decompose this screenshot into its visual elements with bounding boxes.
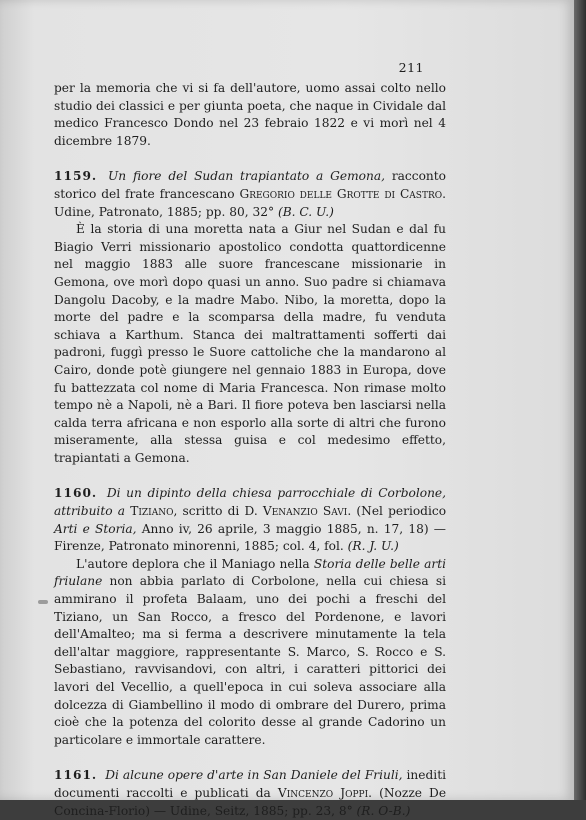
entry-body-text: L'autore deplora che il Maniago nella (76, 556, 310, 571)
entry-author: Venanzio Savi. (262, 504, 352, 519)
entry-title: Un fiore del Sudan trapiantato a Gemona, (108, 169, 385, 184)
entry-description-2: (Nel periodico (356, 504, 447, 519)
entry-1161 (54, 767, 446, 820)
entry-body (54, 556, 446, 750)
entry-heading (54, 168, 446, 221)
margin-mark (38, 600, 48, 604)
entry-imprint: Anno iv, 26 aprile, 3 maggio 1885, n. 17, 18) — Firenze, Patronato minorenni, 1885; col. 4, fol. (54, 521, 446, 554)
entry-number: 1160. (54, 486, 98, 501)
entry-1159 (54, 168, 446, 467)
entry-heading (54, 767, 446, 820)
page-number: 211 (398, 60, 424, 75)
entry-periodical: Arti e Storia, (54, 521, 137, 536)
entry-body: È la storia di una moretta nata a Giur nel Sudan e dal fu Biagio Verri missionario apostolico condotta quattordicenne nel maggio 1883 alle suore francescane missionarie in Gemona, ove morì dopo quasi un anno. Suo padre si chiamava Dangolu Dacoby, e la madre Mabo. Nibo, la moretta, dopo la morte del padre e la scomparsa della madre, fu venduta schiava a Karthum. Stanca dei maltrattamenti sofferti dai padroni, fuggì presso le Suore cattoliche che la mandarono al Cairo, donde potè giungere nel gennaio 1883 in Europa, dove fu battezzata col nome di Maria Francesca. Non rimase molto tempo nè a Napoli, nè a Bari. Il fiore poteva ben lasciarsi nella calda terra africana e non esporlo alla sorte di altri che furono miseramente, alla stessa guisa e col medesimo effetto, trapiantati a Gemona. (54, 222, 446, 465)
page-content (54, 80, 446, 820)
entry-author: Gregorio delle Grotte di Castro. (239, 186, 446, 201)
entry-imprint: Udine, Patronato, 1885; pp. 80, 32° (54, 204, 275, 219)
entry-heading (54, 485, 446, 555)
book-spine-shadow (574, 0, 586, 800)
entry-title: Di alcune opere d'arte in San Daniele del Friuli, (105, 768, 403, 783)
entry-body-title: Storia delle belle arti friulane (54, 556, 446, 589)
entry-source: (R. O-B.) (356, 803, 411, 818)
entry-description: racconto storico del frate francescano (54, 169, 447, 201)
entry-source: (R. J. U.) (347, 539, 399, 554)
entry-description: scritto di D. (182, 504, 258, 519)
entry-source: (B. C. U.) (277, 204, 334, 219)
entry-1160 (54, 485, 446, 749)
entry-description: inediti documenti raccolti e publicati da (54, 768, 446, 800)
entry-title: Di un dipinto della chiesa parrocchiale di Corbolone, attribuito a (54, 486, 447, 519)
entry-imprint: (Nozze De Concina-Florio) — Udine, Seitz, 1885; pp. 23, 8° (54, 785, 447, 818)
entry-number: 1161. (54, 768, 98, 783)
entry-body-text-2: non abbia parlato di Corbolone, nella cui chiesa si ammirano il profeta Balaam, uno dei pochi a freschi del Tiziano, un San Rocco, a fresco del Pordenone, e lavori dell'Amalteo; ma si ferma a descrivere minutamente la tela dell'altar maggiore, rappresentante S. Marco, S. Rocco e S. Sebastiano, ravvisandovi, con altri, i caratteri pittorici dei lavori del Vecellio, a quell'epoca in cui soleva associare alla dolcezza di Giambellino il modo di ombrare del Durero, prima cioè che la potenza del colorito desse al grande Cadorino un particolare e immortale carattere. (54, 574, 446, 747)
entry-number: 1159. (54, 169, 98, 184)
entry-painter: Tiziano, (130, 504, 178, 519)
intro-paragraph: per la memoria che vi si fa dell'autore, uomo assai colto nello studio dei classici e per giunta poeta, che naque in Cividale dal medico Francesco Dondo nel 23 febraio 1822 e vi morì nel 4 dicembre 1879. (54, 81, 446, 148)
entry-author: Vincenzo Joppi. (277, 785, 373, 800)
